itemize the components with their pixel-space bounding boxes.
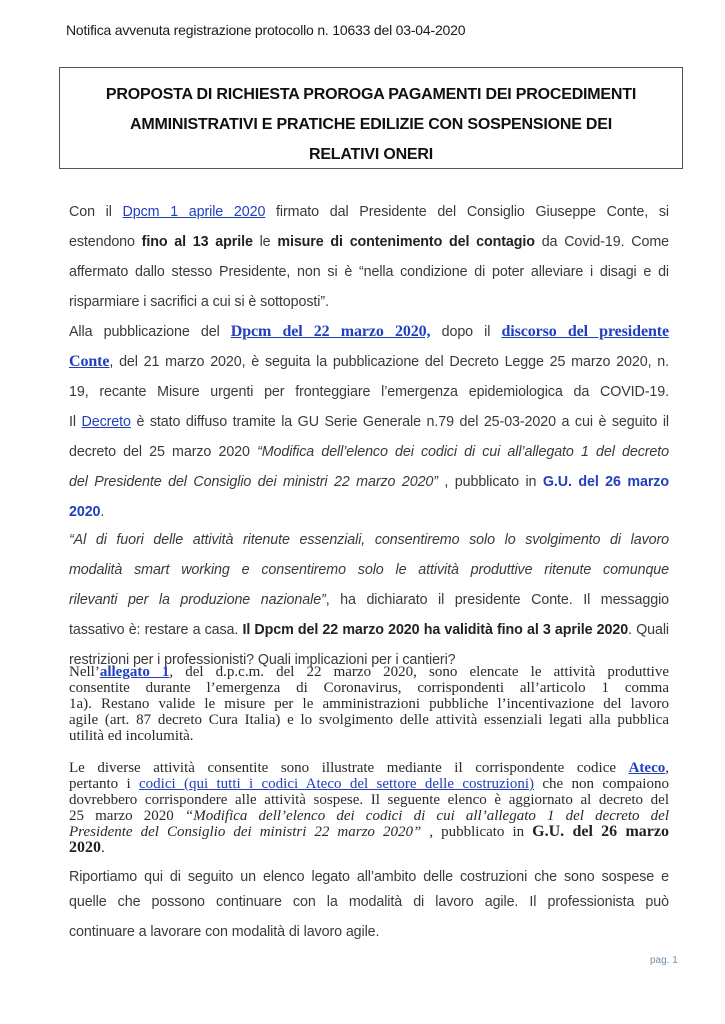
protocol-notice: Notifica avvenuta registrazione protocollo n. 10633 del 03-04-2020 <box>66 22 466 38</box>
bold-text: G.U. del 26 marzo <box>532 823 669 840</box>
p1-line-4: risparmiare i sacrifici a cui si è sottoposti”. <box>69 294 329 310</box>
p4-line-3: 1a). Restano valide le misure per le amministrazioni pubbliche l’incentivazione del lavoro <box>69 696 669 712</box>
text: decreto del 25 marzo 2020 <box>69 444 258 460</box>
text: Con il <box>69 204 123 220</box>
paragraph-1 <box>69 197 669 317</box>
italic-text: Presidente del Consiglio dei ministri 22 marzo 2020” <box>69 824 422 840</box>
text: , pubblicato in <box>437 474 543 490</box>
link-dpcm-1-aprile[interactable]: Dpcm 1 aprile 2020 <box>122 204 266 220</box>
p3-line-1 <box>69 525 669 555</box>
p4-line-4: agile (art. 87 decreto Cura Italia) e lo svolgimento delle attività essenziali legati alla pubblica <box>69 712 669 728</box>
text: . <box>101 840 105 856</box>
text: che non compaiono <box>533 776 669 792</box>
p2-line-5 <box>69 437 669 467</box>
p2-line-7 <box>69 497 669 527</box>
text: le <box>252 234 278 250</box>
p3-line-5: restrizioni per i professionisti? Quali implicazioni per i cantieri? <box>69 652 456 668</box>
document-title-box <box>59 67 683 169</box>
p5-line-1 <box>69 760 669 776</box>
italic-quote: “Al di fuori delle attività ritenute essenziali, consentiremo solo lo svolgimento di lavoro <box>69 532 669 548</box>
paragraph-4 <box>69 664 669 744</box>
bold-text: Il Dpcm del 22 marzo 2020 ha validità fino al 3 aprile 2020 <box>242 622 629 638</box>
bold-text: misure di contenimento del contagio <box>277 234 535 250</box>
page-number: pag. 1 <box>650 955 678 966</box>
italic-text: “Modifica dell’elenco dei codici di cui all’allegato 1 del decreto del <box>184 808 670 824</box>
bold-text: 2020 <box>69 839 101 856</box>
bold-text: fino al 13 aprile <box>141 234 253 250</box>
link-discorso-presidente-conte[interactable]: Conte <box>69 353 110 370</box>
text: Alla pubblicazione del <box>69 324 231 340</box>
text: . <box>100 504 105 520</box>
p2-line-4 <box>69 407 669 437</box>
p1-line-2 <box>69 227 669 257</box>
text: , <box>665 760 669 776</box>
p2-line-2 <box>69 347 669 377</box>
gu-year: 2020 <box>69 504 101 520</box>
p3-line-3 <box>69 585 669 615</box>
gu-26-marzo: G.U. del 26 marzo <box>542 474 669 490</box>
paragraph-3 <box>69 525 669 675</box>
link-allegato-1[interactable]: allegato 1 <box>99 664 170 680</box>
p3-line-2 <box>69 555 669 585</box>
title-line-1: PROPOSTA DI RICHIESTA PROROGA PAGAMENTI DEI PROCEDIMENTI <box>105 86 637 103</box>
p6-line-2: quelle che possono continuare con la modalità di lavoro agile. Il professionista può <box>69 894 669 910</box>
p5-line-5 <box>69 824 669 840</box>
italic-quote: modalità smart working e consentiremo solo le attività produttive ritenute comunque <box>69 562 669 578</box>
p6-line-1: Riportiamo qui di seguito un elenco legato all’ambito delle costruzioni che sono sospese e <box>69 869 669 885</box>
text: 25 marzo 2020 <box>69 808 185 824</box>
p5-line-4 <box>69 808 669 824</box>
p6-line-3: continuare a lavorare con modalità di lavoro agile. <box>69 924 380 940</box>
link-decreto[interactable]: Decreto <box>81 414 131 430</box>
text: , pubblicato in <box>421 824 533 840</box>
text: è stato diffuso tramite la GU Serie Generale n.79 del 25-03-2020 a cui è seguito il <box>130 414 669 430</box>
text: Le diverse attività consentite sono illustrate mediante il corrispondente codice <box>69 760 629 776</box>
paragraph-6 <box>69 867 669 947</box>
p5-line-3: dovrebbero corrispondere alle attività sospese. Il seguente elenco è aggiornato al decreto del <box>69 792 669 808</box>
title-line-2: AMMINISTRATIVI E PRATICHE EDILIZIE CON SOSPENSIONE DEI <box>130 116 612 133</box>
p1-line-1 <box>69 197 669 227</box>
text: , ha dichiarato il presidente Conte. Il messaggio <box>325 592 669 608</box>
link-codici-ateco-costruzioni[interactable]: codici (qui tutti i codici Ateco del settore delle costruzioni) <box>139 776 534 792</box>
text: da Covid-19. Come <box>534 234 670 250</box>
p4-line-1 <box>69 664 669 680</box>
p5-line-2 <box>69 776 669 792</box>
italic-text: del Presidente del Consiglio dei ministri 22 marzo 2020” <box>69 474 438 490</box>
text: estendono <box>69 234 142 250</box>
link-dpcm-22-marzo[interactable]: Dpcm del 22 marzo 2020, <box>230 323 431 340</box>
paragraph-2 <box>69 317 669 527</box>
text: , del 21 marzo 2020, è seguita la pubblicazione del Decreto Legge 25 marzo 2020, n. <box>109 354 669 370</box>
text: pertanto i <box>69 776 139 792</box>
p3-line-4 <box>69 615 669 645</box>
p4-line-2: consentite durante l’emergenza di Coronavirus, corrispondenti all’articolo 1 comma <box>69 680 669 696</box>
text: tassativo è: restare a casa. <box>69 622 243 638</box>
p4-line-5: utilità ed incolumità. <box>69 728 194 744</box>
italic-text: “Modifica dell’elenco dei codici di cui all’allegato 1 del decreto <box>257 444 669 460</box>
p2-line-6 <box>69 467 669 497</box>
text: Nell’ <box>69 664 100 680</box>
text: firmato dal Presidente del Consiglio Giuseppe Conte, si <box>265 204 669 220</box>
link-ateco[interactable]: Ateco <box>628 760 666 776</box>
paragraph-5 <box>69 760 669 856</box>
text: . Quali <box>628 622 669 638</box>
text: Il <box>69 414 82 430</box>
text: , del d.p.c.m. del 22 marzo 2020, sono elencate le attività produttive <box>169 664 669 680</box>
text: dopo il <box>430 324 502 340</box>
p5-line-6 <box>69 840 669 856</box>
p1-line-3: affermato dallo stesso Presidente, non si è “nella condizione di poter alleviare i disagi e di <box>69 264 669 280</box>
p2-line-1 <box>69 317 669 347</box>
title-line-3: RELATIVI ONERI <box>308 146 434 163</box>
p2-line-3: 19, recante Misure urgenti per fronteggiare l’emergenza epidemiologica da COVID-19. <box>69 384 669 400</box>
link-discorso-presidente[interactable]: discorso del presidente <box>501 323 669 340</box>
italic-quote: rilevanti per la produzione nazionale” <box>69 592 326 608</box>
